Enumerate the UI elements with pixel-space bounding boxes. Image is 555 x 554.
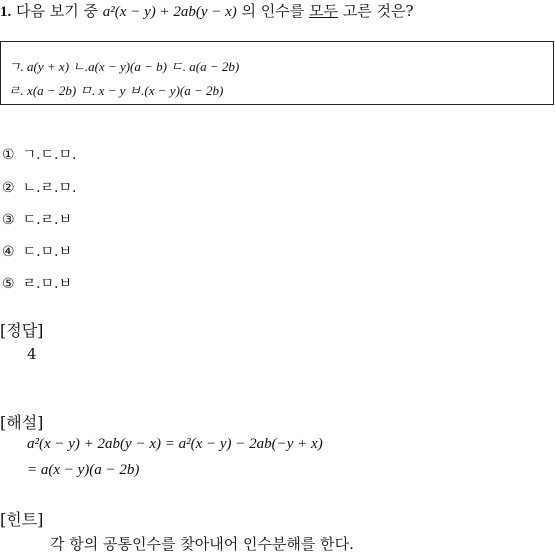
- hint-text: 각 항의 공통인수를 찾아내어 인수분해를 한다.: [50, 535, 354, 553]
- option-3[interactable]: [2, 209, 72, 229]
- explanation-line-1: a²(x − y) + 2ab(y − x) = a²(x − y) − 2ab(−y + x): [27, 436, 323, 452]
- question-number: 1.: [0, 4, 12, 20]
- option-text: ㄱ.ㄷ.ㅁ.: [22, 147, 77, 163]
- option-5[interactable]: [2, 273, 72, 293]
- question-prefix: 다음 보기 중: [16, 2, 103, 20]
- option-1[interactable]: [2, 144, 77, 164]
- answer-value: 4: [27, 345, 37, 363]
- hint-title: [힌트]: [0, 510, 44, 529]
- question-emphasis: 모두: [309, 2, 339, 20]
- option-marker: ④: [2, 244, 15, 260]
- question-stem: [0, 0, 414, 21]
- option-marker: ①: [2, 147, 15, 163]
- option-marker: ③: [2, 212, 15, 228]
- option-marker: ②: [2, 180, 15, 196]
- option-text: ㄷ.ㄹ.ㅂ: [22, 212, 73, 228]
- option-marker: ⑤: [2, 276, 15, 292]
- explanation-title: [해설]: [0, 413, 44, 432]
- option-text: ㄹ.ㅁ.ㅂ: [22, 276, 73, 292]
- option-4[interactable]: [2, 241, 72, 261]
- choices-box-line-1: ㄱ. a(y + x) ㄴ.a(x − y)(a − b) ㄷ. a(a − 2b): [8, 59, 240, 74]
- choices-box-line-2: ㄹ. x(a − 2b) ㅁ. x − y ㅂ.(x − y)(a − 2b): [8, 83, 224, 98]
- option-text: ㄷ.ㅁ.ㅂ: [22, 244, 73, 260]
- option-text: ㄴ.ㄹ.ㅁ.: [22, 180, 77, 196]
- explanation-line-2: = a(x − y)(a − 2b): [27, 462, 140, 478]
- question-mid: 의 인수를: [236, 2, 310, 20]
- question-expression: a²(x − y) + 2ab(y − x): [102, 4, 237, 20]
- option-2[interactable]: [2, 177, 77, 197]
- question-suffix: 고른 것은?: [338, 2, 414, 20]
- answer-title: [정답]: [0, 321, 44, 340]
